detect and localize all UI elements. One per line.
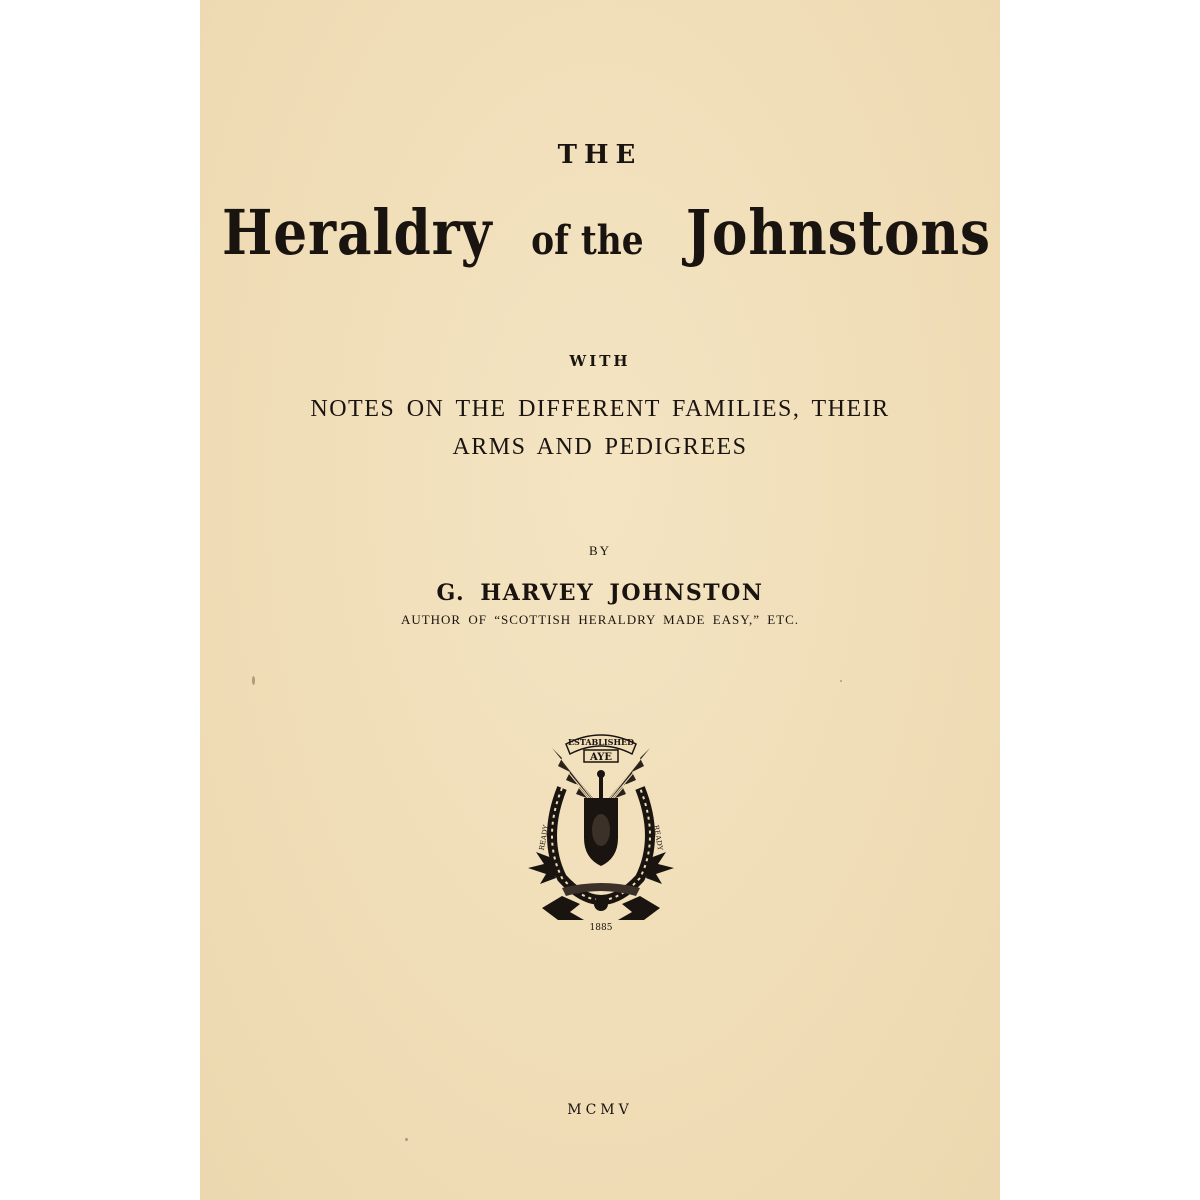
publisher-emblem	[522, 728, 680, 934]
author-name: G. HARVEY JOHNSTON	[436, 580, 764, 606]
author-credits: AUTHOR OF “SCOTTISH HERALDRY MADE EASY,” ETC.	[400, 612, 800, 627]
by-label: BY	[588, 543, 612, 558]
emblem-year-text: 1885	[589, 923, 613, 933]
with-label: WITH	[569, 352, 631, 370]
title-heraldry: Heraldry	[222, 196, 493, 269]
title-prefix: THE	[557, 140, 643, 170]
paper-speck	[252, 676, 255, 685]
emblem-left-scroll-text: READY	[537, 824, 551, 851]
publication-date: MCMV	[567, 1102, 633, 1118]
paper-speck	[405, 1138, 408, 1141]
paper-speck	[840, 680, 842, 682]
title-johnstons: Johnstons	[686, 196, 992, 269]
title-of-the: of the	[531, 217, 645, 264]
emblem-motto-text: AYE	[589, 752, 613, 763]
emblem-right-scroll-text: READY	[651, 824, 665, 851]
subtitle-line-2: ARMS AND PEDIGREES	[452, 434, 748, 460]
subtitle-line-1: NOTES ON THE DIFFERENT FAMILIES, THEIR	[310, 396, 890, 422]
book-title	[200, 196, 1000, 296]
emblem-established-text: ESTABLISHED	[567, 737, 635, 747]
title-page	[200, 0, 1000, 1200]
